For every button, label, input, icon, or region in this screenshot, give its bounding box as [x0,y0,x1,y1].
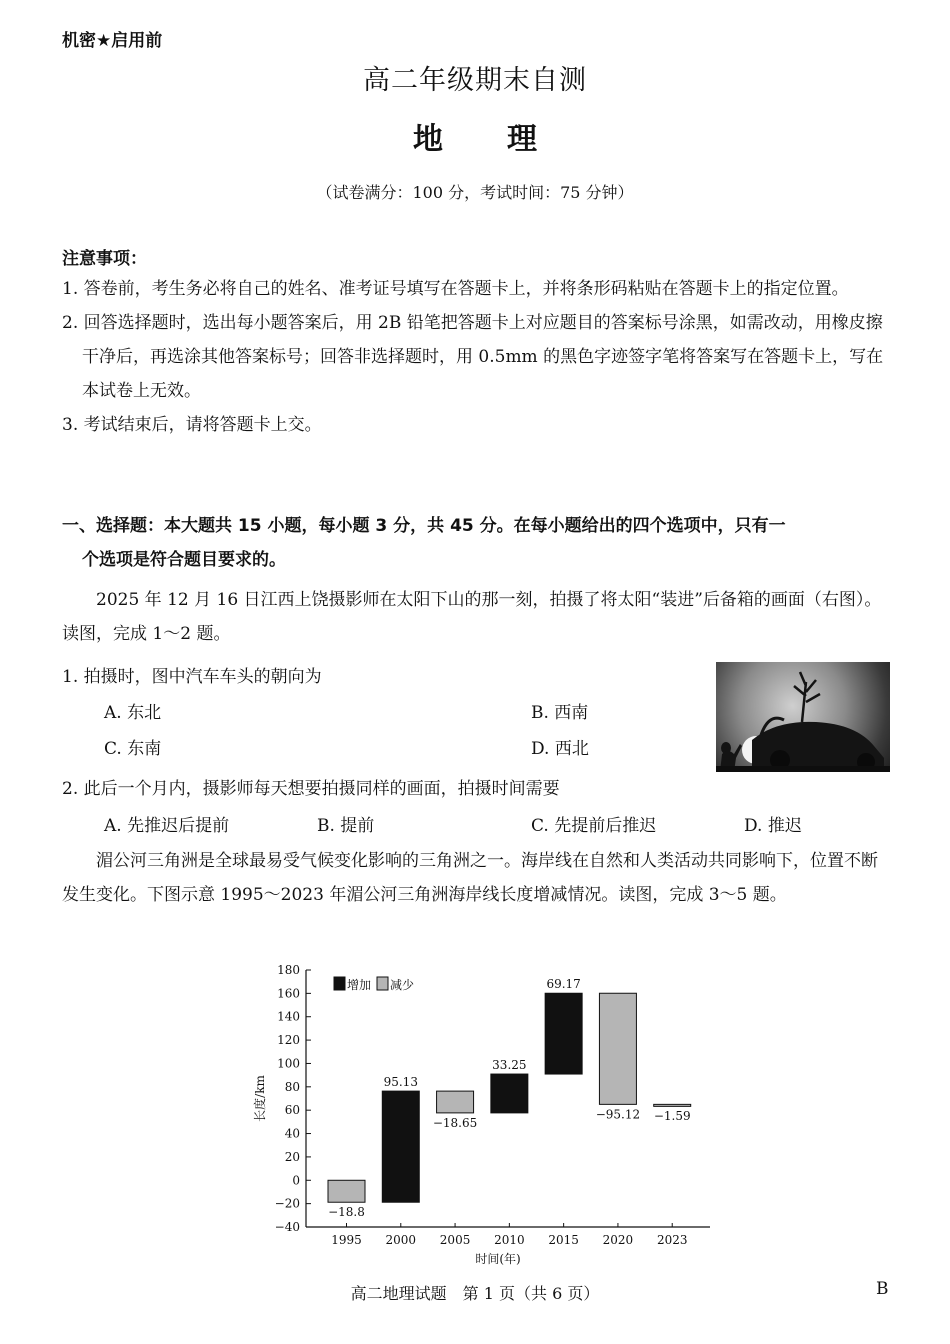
x-tick-label: 2015 [548,1233,579,1247]
x-axis [306,1223,710,1266]
legend-decrease-label: 减少 [390,978,415,992]
exam-info: （试卷满分：100 分，考试时间：75 分钟） [316,183,634,202]
x-tick-label: 2020 [602,1233,634,1247]
q2-option-d: D. 推迟 [744,816,802,836]
chart-bars [328,977,691,1219]
question-1-stem: 1. 拍摄时，图中汽车车头的朝向为 [62,667,322,687]
legend-increase-label: 增加 [347,978,372,992]
q1-option-c: C. 东南 [104,739,162,759]
bar-increase [545,993,582,1074]
bar-value-label: −18.65 [432,1115,478,1130]
page-footer: 高二地理试题 第 1 页（共 6 页） [350,1284,600,1303]
subject-title: 地理 [413,122,601,157]
x-tick-label: 2005 [439,1233,471,1247]
bar-increase [382,1091,419,1202]
legend-decrease-swatch [377,977,388,990]
x-axis-label: 时间(年) [475,1252,521,1266]
paper-version-mark: B [876,1279,889,1299]
bar-value-label: 33.25 [492,1058,527,1073]
question-2-stem: 2. 此后一个月内，摄影师每天想要拍摄同样的画面，拍摄时间需要 [62,779,560,799]
q1-option-a: A. 东北 [104,703,162,723]
legend-increase-swatch [334,977,345,990]
confidential-label: 机密★启用前 [62,31,163,51]
bar-value-label: 95.13 [383,1075,418,1090]
y-tick-label: 140 [277,1009,300,1024]
y-tick-label: 100 [277,1056,300,1071]
exam-title: 高二年级期末自测 [363,65,587,96]
bar-decrease [654,1104,691,1106]
coastline-chart [240,955,720,1270]
bar-value-label: −1.59 [653,1109,691,1124]
q1-option-d: D. 西北 [531,739,589,759]
q2-option-c: C. 先提前后推迟 [531,816,657,836]
y-tick-label: 20 [284,1149,300,1164]
bar-value-label: −18.8 [328,1205,365,1220]
bar-value-label: −95.12 [595,1107,641,1122]
bar-increase [491,1074,528,1113]
y-tick-label: −20 [274,1196,300,1211]
bar-decrease [328,1180,365,1202]
notice-item-2: 2. 回答选择题时，选出每小题答案后，用 2B 铅笔把答题卡上对应题目的答案标号涂黑，如需改动，用橡皮擦干净后，再选涂其他答案标号；回答非选择题时，用 0.5mm 的黑色字迹签字笔将答案写在答题卡上，写在本试卷上无效。 [62,313,884,401]
q2-option-b: B. 提前 [317,816,375,836]
tree-silhouette [794,672,820,722]
q2-option-a: A. 先推迟后提前 [104,816,230,836]
y-tick-label: 60 [284,1103,300,1118]
notice-item-1: 1. 答卷前，考生务必将自己的姓名、准考证号填写在答题卡上，并将条形码粘贴在答题卡上的指定位置。 [62,279,849,299]
section-heading-line2: 个选项是符合题目要求的。 [82,550,286,570]
question-intro-2: 湄公河三角洲是全球最易受气候变化影响的三角洲之一。海岸线在自然和人类活动共同影响下，位置不断发生变化。下图示意 1995～2023 年湄公河三角洲海岸线长度增减情况。读图，完成 3～5 题。 [62,851,878,905]
photo-silhouette [716,662,890,772]
notice-item-3: 3. 考试结束后，请将答题卡上交。 [62,415,322,435]
y-tick-label: 0 [292,1173,300,1188]
notice-heading: 注意事项： [62,249,147,269]
y-tick-label: 80 [284,1079,300,1094]
y-tick-label: 40 [284,1126,300,1141]
sunset-car-photo [716,662,890,772]
bar-decrease [599,993,636,1104]
y-axis-label: 长度/km [253,1075,267,1122]
y-tick-label: 160 [277,986,300,1001]
x-tick-label: 2010 [494,1233,525,1247]
y-tick-label: 120 [277,1033,300,1048]
bar-value-label: 69.17 [546,977,581,992]
section-heading-line1: 一、选择题：本大题共 15 小题，每小题 3 分，共 45 分。在每小题给出的四个选项中，只有一 [62,516,786,536]
x-tick-label: 2000 [385,1233,417,1247]
section-heading [62,509,890,577]
bar-decrease [437,1091,474,1113]
notice-list [62,272,890,442]
x-tick-label: 1995 [331,1233,362,1247]
x-tick-label: 2023 [656,1233,688,1247]
ground-silhouette [716,766,890,772]
y-tick-label: 180 [277,963,300,977]
chart-legend [334,977,414,992]
y-tick-label: −40 [274,1220,300,1234]
question-intro-1: 2025 年 12 月 16 日江西上饶摄影师在太阳下山的那一刻，拍摄了将太阳“装进”后备箱的画面（右图）。读图，完成 1～2 题。 [62,590,882,644]
q1-option-b: B. 西南 [531,703,589,723]
y-axis [252,963,311,1234]
